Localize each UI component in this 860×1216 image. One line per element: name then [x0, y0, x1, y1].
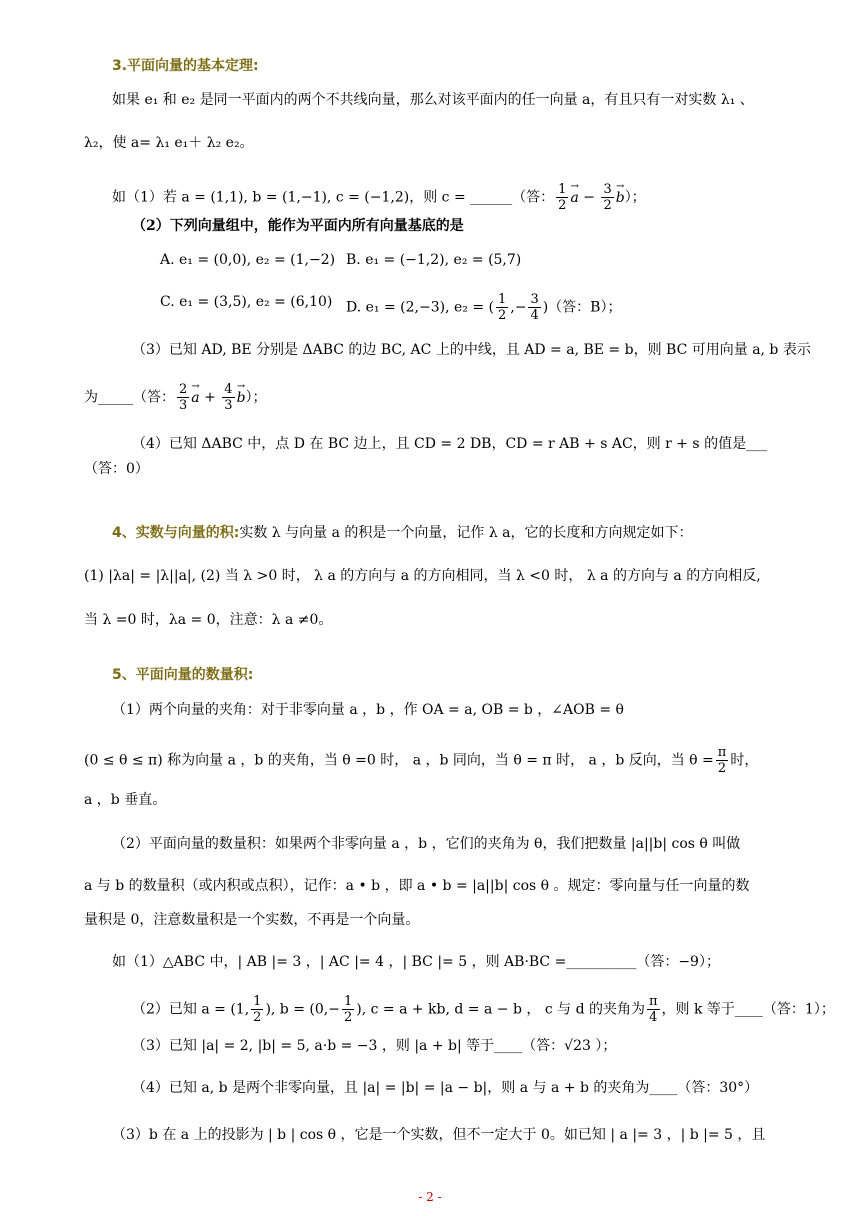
fraction-3-2: $\frac{3}{2}$ — [603, 182, 612, 213]
section-5-p3: （3）b 在 a 上的投影为 | b | cos θ ，它是一个实数，但不一定大于 0。如已知 | a |= 3 ，| b |= 5 ，且 — [112, 1127, 766, 1143]
option-b: B. e₁ = (−1,2), e₂ = (5,7) — [346, 252, 522, 268]
example-3-3-text: 为_____（答： — [84, 389, 175, 406]
section-5-p1-line-3: a ，b 垂直。 — [84, 792, 167, 808]
option-c: C. e₁ = (3,5), e₂ = (6,10) — [160, 294, 333, 310]
section-5-p1-tail: 时， — [730, 752, 759, 769]
section-5-p2-line-1: （2）平面向量的数量积：如果两个非零向量 a ，b ，它们的夹角为 θ，我们把数量 |a||b| cos θ 叫做 — [112, 836, 741, 852]
fraction-3-4: $\frac{3}{4}$ — [530, 292, 539, 323]
section-4-line-3: 当 λ =0 时，λa = 0，注意：λ a ≠0。 — [84, 612, 333, 628]
example-5-1: 如（1）△ABC 中，| AB |= 3 ，| AC |= 4 ，| BC |= 5 ，则 AB·BC =__________（答：−9）； — [112, 954, 720, 970]
section-5-p1-line-1: （1）两个向量的夹角：对于非零向量 a ，b ，作 OA = a, OB = b ，∠AOB = θ — [112, 702, 624, 718]
section-3-paragraph-line-1: 如果 e₁ 和 e₂ 是同一平面内的两个不共线向量，那么对该平面内的任一向量 a，有且只有一对实数 λ₁ 、 — [112, 92, 754, 108]
example-3-2: （2）下列向量组中，能作为平面内所有向量基底的是 — [132, 218, 464, 234]
fraction-4-3: $\frac{4}{3}$ — [224, 382, 233, 413]
section-5-p2-line-2: a 与 b 的数量积（或内积或点积），记作：a • b ，即 a • b = |a||b| cos θ 。规定：零向量与任一向量的数 — [84, 878, 750, 894]
section-5-p2-line-3: 量积是 0，注意数量积是一个实数，不再是一个向量。 — [84, 912, 420, 928]
section-3-paragraph-line-2: λ₂，使 a= λ₁ e₁＋ λ₂ e₂。 — [84, 135, 254, 151]
section-4-heading: 4、实数与向量的积: — [112, 525, 240, 541]
example-3-4-line-1: （4）已知 ΔABC 中，点 D 在 BC 边上，且 CD = 2 DB，CD = r AB + s AC，则 r + s 的值是___ — [132, 436, 768, 452]
example-3-1-text: 如（1）若 a = (1,1), b = (1,−1), c = (−1,2)，则 c = ______（答： — [112, 189, 555, 206]
example-5-2-tail: ，则 k 等于____（答：1）； — [661, 1001, 835, 1018]
vector-b: → b — [616, 188, 625, 208]
example-3-1: 如（1）若 a = (1,1), b = (1,−1), c = (−1,2)，则 c = ______（答： $\frac{1}{2}$ → a − $\frac{3}{2}$ → b）； — [112, 182, 646, 213]
example-3-3-line-1: （3）已知 AD, BE 分别是 ΔABC 的边 BC, AC 上的中线，且 AD = a, BE = b，则 BC 可用向量 a, b 表示 — [132, 342, 811, 358]
fraction-1-2: $\frac{1}{2}$ — [343, 994, 353, 1025]
fraction-1-2: $\frac{1}{2}$ — [558, 182, 567, 213]
fraction-pi-2: $\frac{\pi}{2}$ — [717, 745, 727, 776]
example-3-4-line-2: （答：0） — [84, 461, 149, 477]
vector-a: → a — [570, 188, 578, 208]
section-5-p1-text: (0 ≤ θ ≤ π) 称为向量 a ，b 的夹角，当 θ =0 时， a ，b 同向，当 θ = π 时， a ，b 反向，当 θ = — [84, 752, 714, 769]
section-4-intro: 实数 λ 与向量 a 的积是一个向量，记作 λ a，它的长度和方向规定如下： — [239, 525, 693, 541]
fraction-pi-4: $\frac{\pi}{4}$ — [648, 994, 658, 1025]
example-5-2-mid2: ), c = a + kb, d = a − b ， c 与 d 的夹角为 — [356, 1001, 645, 1018]
example-5-2-mid: ), b = (0,− — [265, 1001, 340, 1018]
option-d-text: D. e₁ = (2,−3), e₂ = ( — [346, 299, 494, 316]
example-3-1-tail: ）； — [624, 189, 646, 206]
fraction-2-3: $\frac{2}{3}$ — [179, 382, 188, 413]
section-4-heading-line — [112, 523, 692, 543]
example-5-2-text: （2）已知 a = (1, — [132, 1001, 250, 1018]
example-5-3: （3）已知 |a| = 2, |b| = 5, a·b = −3 ，则 |a + b| 等于____（答：√23 ）； — [132, 1038, 617, 1054]
page-number: - 2 - — [418, 1190, 442, 1204]
section-5-p1-line-2 — [84, 745, 758, 776]
section-5-heading: 5、平面向量的数量积: — [112, 667, 254, 683]
option-d-tail: )（答：B）； — [542, 299, 622, 316]
option-d: D. e₁ = (2,−3), e₂ = ( $\frac{1}{2}$ ,− $\frac{3}{4}$ )（答：B）； — [346, 292, 622, 323]
fraction-1-2: $\frac{1}{2}$ — [497, 292, 507, 323]
example-3-3-line-2: 为_____（答： $\frac{2}{3}$ → a + $\frac{4}{3}$ → b）； — [84, 382, 267, 413]
section-3-heading: 3.平面向量的基本定理: — [112, 58, 259, 74]
option-a: A. e₁ = (0,0), e₂ = (1,−2) — [160, 252, 336, 268]
example-5-4: （4）已知 a, b 是两个非零向量，且 |a| = |b| = |a − b|，则 a 与 a + b 的夹角为____（答：30°） — [132, 1080, 759, 1096]
section-4-line-2: (1) |λa| = |λ||a|, (2) 当 λ >0 时， λ a 的方向与 a 的方向相同，当 λ <0 时， λ a 的方向与 a 的方向相反, — [84, 568, 761, 584]
example-5-2 — [132, 994, 835, 1025]
fraction-1-2: $\frac{1}{2}$ — [253, 994, 262, 1025]
example-3-3-tail: ）； — [245, 389, 267, 406]
